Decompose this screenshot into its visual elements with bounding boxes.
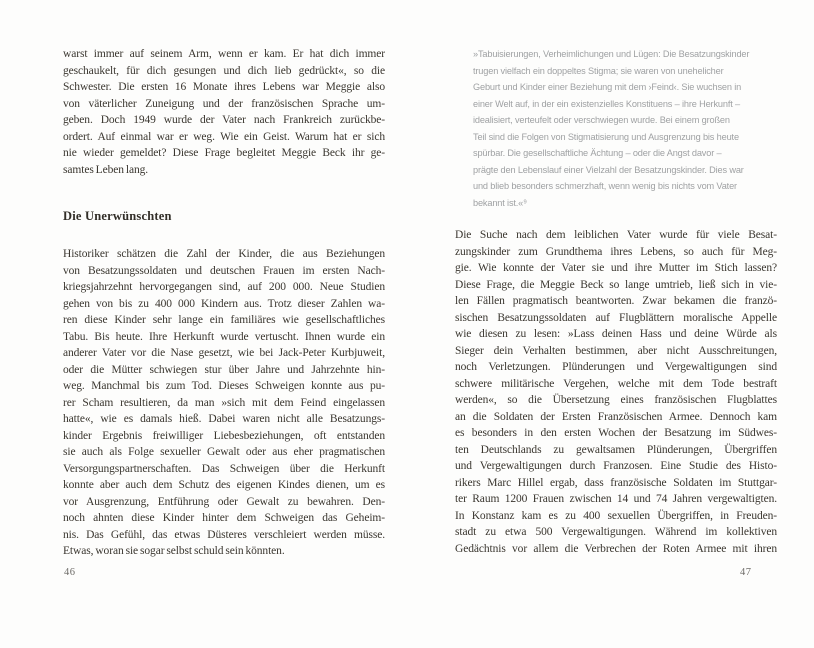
text-line: Tabu. Bis heute. Ihre Herkunft wurde vertuscht. Ihnen wurde ein	[63, 330, 385, 343]
text-line: und Vergewaltigungen durch Franzosen. Eine Studie des Histo-	[455, 460, 777, 472]
text-line: schwere militärische Vergehen, welche mit dem Tode bestraft	[455, 377, 777, 390]
quote-line: Geburt und Kinder einer Beziehung mit dem ›Feind‹. Sie wuchsen in	[473, 82, 742, 92]
text-line: Etwas, woran sie sogar selbst schuld sein könnten.	[63, 545, 285, 557]
text-line: Die Suche nach dem leiblichen Vater wurde für viele Besat-	[455, 229, 777, 241]
text-line: Versorgungspartnerschaften. Das Schweigen über die Herkunft	[63, 462, 385, 475]
text-line: rer Scham resultieren, da man »sich mit dem Feind eingelassen	[63, 396, 385, 409]
text-line: weg. Manchmal bis zum Tod. Dieses Schweigen konnte aus pu-	[63, 380, 385, 392]
quote-line: Teil sind die Folgen von Stigmatisierung und Ausgrenzung bis heute	[473, 131, 739, 142]
text-line: In Konstanz kam es zu 400 sexuellen Übergriffen, in Freuden-	[455, 509, 777, 522]
text-line: warst immer auf seinem Arm, wenn er kam. Er hat dich immer	[63, 48, 385, 60]
text-line: len Fällen pragmatisch beantworten. Zwar bekamen die franzö-	[455, 295, 777, 307]
text-line: Historiker schätzen die Zahl der Kinder, die aus Beziehungen	[63, 248, 385, 260]
text-line: Schwester. Die ersten 16 Monate ihres Lebens war Meggie also	[63, 81, 385, 93]
text-line: sischen Besatzungssoldaten auf Flugblättern moralische Appelle	[455, 311, 777, 324]
quote-line: idealisiert, verteufelt oder verschwiegen wurde. Bei einem großen	[473, 115, 730, 125]
text-line: gie. Wie konnte der Vater sie und ihre Mutter im Stich lassen?	[455, 262, 777, 274]
text-line: anderer Vater vor die Nase gesetzt, wie bei Jack-Peter Kurbjuweit,	[63, 347, 385, 359]
quote-line: prägte den Lebenslauf einer Vielzahl der Besatzungskinder. Dies war	[473, 164, 744, 175]
page-number: 46	[64, 567, 76, 578]
quote-line: und blieb besonders schmerzhaft, wenn wenig bis nichts vom Vater	[473, 181, 737, 191]
text-line: ren diese Kinder sehr lange ein familiäres wie gesellschaftliches	[63, 314, 385, 326]
text-line: von Besatzungssoldaten und deutschen Frauen im ersten Nach-	[63, 264, 385, 277]
text-line: es besonders in den ersten Wochen der Besatzung im Südwes-	[455, 427, 777, 439]
text-line: ter Raum 1200 Frauen zwischen 14 und 74 Jahren vergewaltigten.	[455, 493, 777, 505]
section-heading: Die Unerwünschten	[63, 209, 172, 223]
text-line: von väterlicher Zuneigung und der französischen Sprache um-	[63, 97, 385, 110]
text-line: stadt zu etwa 500 Vergewaltigungen. Während im kollektiven	[455, 526, 777, 538]
text-line: vor Ausgrenzung, Entführung oder Gewalt zu bewahren. Den-	[63, 495, 385, 508]
text-line: kinder Ergebnis freiwilliger Liebesbeziehungen, oft entstanden	[63, 429, 385, 442]
text-line: noch ahnten diese Kinder hinter dem Schweigen das Geheim-	[63, 512, 385, 524]
text-line: gehen von bis zu 400 000 Kindern aus. Trotz dieser Zahlen wa-	[63, 297, 385, 310]
text-line: zungskinder zum Grundthema ihres Lebens, so auch für Meg-	[455, 245, 777, 258]
text-line: ten Deutschlands zu gewaltsamen Plünderungen, Übergriffen	[455, 443, 777, 456]
text-line: sie auch als Folge sexueller Gewalt oder aus eher pragmatischen	[63, 446, 385, 458]
text-line: noch Verletzungen. Plünderungen und Vergewaltigungen sind	[455, 361, 777, 373]
text-line: werden«, so die Übersetzung eines französischen Flugblattes	[455, 394, 777, 406]
text-line: geschaukelt, für dich gesungen und dich lieb gedrückt«, so die	[63, 64, 385, 77]
text-line: wie diesen zu lesen: »Lass deinen Hass und deine Würde als	[455, 328, 777, 340]
text-line: an die Soldaten der Ersten Französischen Armee. Dennoch kam	[455, 410, 777, 423]
quote-line: spürbar. Die gesellschaftliche Ächtung – oder die Angst davor –	[473, 148, 722, 158]
text-line: samtes Leben lang.	[63, 163, 149, 176]
quote-line: einer Welt auf, in der ein existenzielles Konstituens – ihre Herkunft –	[473, 98, 740, 109]
text-line: geben. Doch 1949 wurde der Vater nach Frankreich zurückbe-	[63, 114, 385, 126]
text-line: nis. Das Gefühl, das etwas Düsteres verschleiert werden müsse.	[63, 528, 385, 541]
block-quote	[473, 46, 775, 211]
quote-line: »Tabuisierungen, Verheimlichungen und Lügen: Die Besatzungskinder	[473, 49, 750, 59]
body-paragraph	[63, 246, 385, 560]
quote-line: bekannt ist.«⁹	[473, 197, 527, 208]
text-line: konnte aber auch dem Schutz des eigenen Kindes dienen, um es	[63, 479, 385, 491]
text-line: oder die Mütter schwiegen stur über Jahre und Jahrzehnte hin-	[63, 363, 385, 376]
text-line: nie wieder gemeldet? Diese Frage begleitet Meggie Beck ihr ge-	[63, 147, 385, 159]
page-number: 47	[740, 567, 752, 578]
text-line: rikers Marc Hillel ergab, dass französische Soldaten im Stuttgar-	[455, 476, 777, 489]
body-paragraph-continued	[63, 46, 385, 178]
text-line: Diese Frage, die Meggie Beck so lange umtrieb, ließ sich in vie-	[455, 278, 777, 291]
text-line: kriegsjahrzehnt hervorgegangen sind, auf 200 000. Neue Studien	[63, 281, 385, 293]
text-line: ordert. Auf einmal war er weg. Wie ein Geist. Warum hat er sich	[63, 130, 385, 143]
text-line: Sieger dein Verhalten bestimmen, aber nicht Ausschreitungen,	[455, 344, 777, 357]
text-line: hatte«, wie es damals hieß. Dabei waren nicht alle Besatzungs-	[63, 413, 385, 425]
body-paragraph	[455, 227, 777, 557]
quote-line: trugen vielfach ein doppeltes Stigma; sie waren von unehelicher	[473, 65, 724, 76]
text-line: Gedächtnis vor allem die Verbrechen der Roten Armee mit ihren	[455, 542, 777, 555]
